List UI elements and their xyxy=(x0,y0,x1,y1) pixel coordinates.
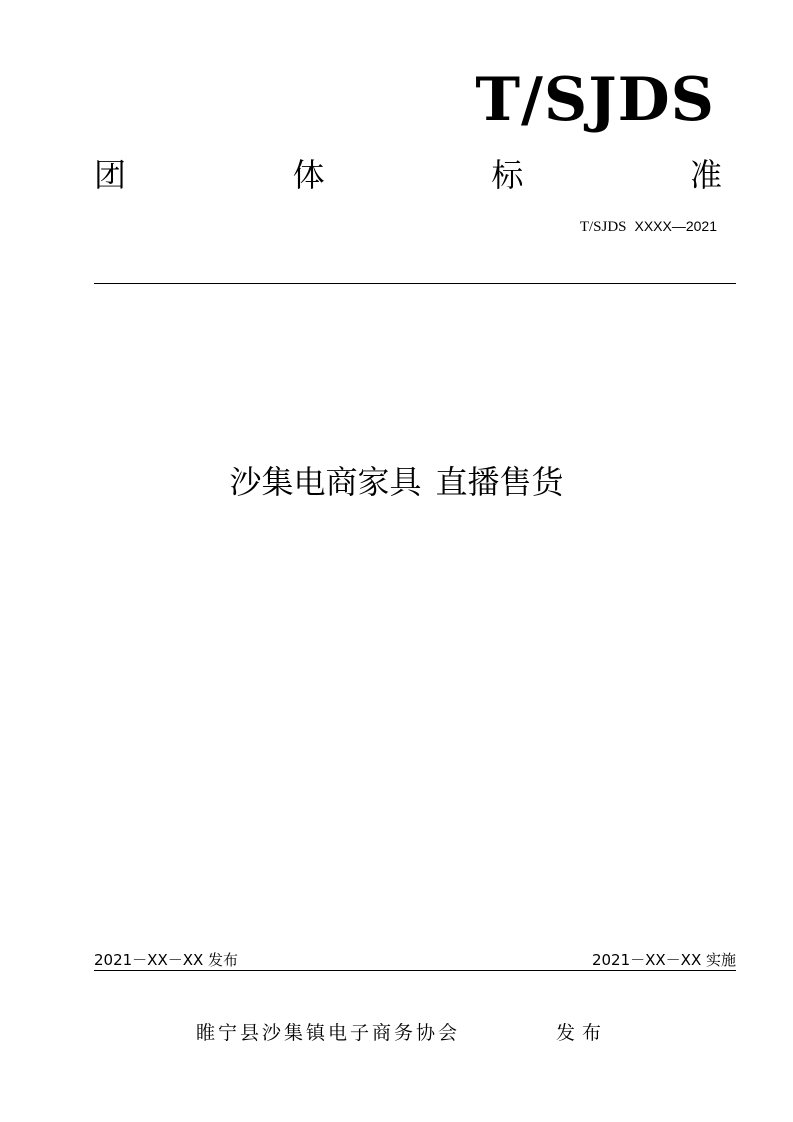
standard-code-number: XXXX—2021 xyxy=(634,218,717,234)
standard-logo: T/SJDS xyxy=(475,65,715,135)
standard-code-prefix: T/SJDS xyxy=(579,219,627,235)
date-row xyxy=(94,950,736,970)
document-title-main: 沙集电商家具 xyxy=(229,463,422,501)
footer-divider xyxy=(94,970,736,971)
publish-label: 发布 xyxy=(556,1022,609,1044)
publisher-name: 睢宁县沙集镇电子商务协会 xyxy=(196,1022,461,1044)
document-title xyxy=(0,462,793,502)
standard-type-char: 标 xyxy=(491,156,524,194)
standard-type-char: 准 xyxy=(689,156,722,194)
release-date: 2021－XX－XX 发布 xyxy=(94,951,239,969)
header-divider xyxy=(94,283,736,284)
standard-type-char: 体 xyxy=(292,156,325,194)
standard-type-char: 团 xyxy=(94,156,127,194)
standard-code xyxy=(580,217,717,236)
standard-type-heading xyxy=(94,155,722,195)
implement-date: 2021－XX－XX 实施 xyxy=(591,951,736,969)
document-title-sub: 直播售货 xyxy=(435,463,564,501)
